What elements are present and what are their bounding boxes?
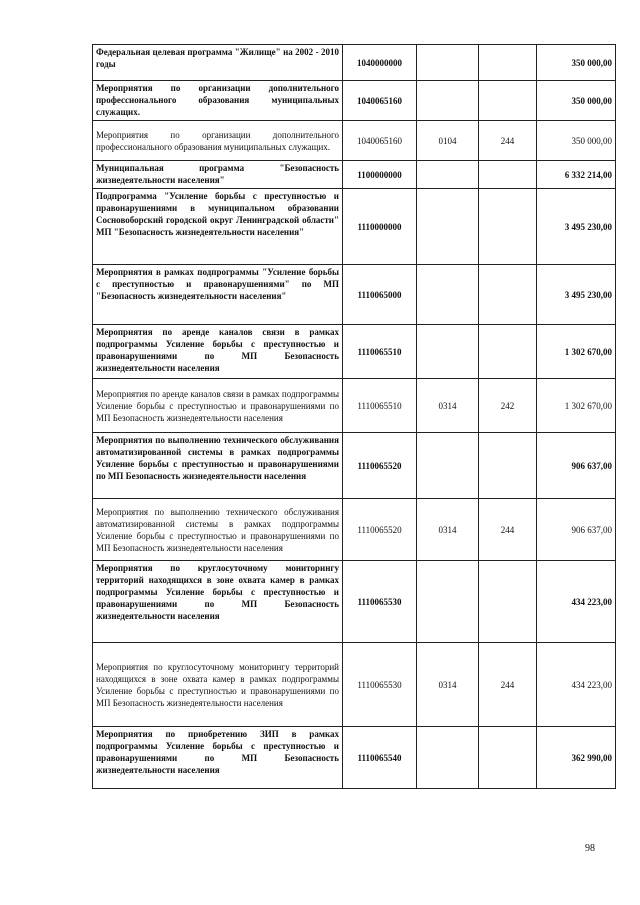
section-code-cell (417, 189, 479, 265)
section-code-cell (417, 161, 479, 189)
program-name-cell: Мероприятия по организации дополнительного профессионального образования муниципальных служащих. (93, 121, 343, 161)
table-row (93, 379, 616, 433)
expense-type-cell (479, 727, 537, 789)
section-code-cell: 0314 (417, 379, 479, 433)
amount-cell: 350 000,00 (537, 121, 616, 161)
program-name-cell: Федеральная целевая программа "Жилище" на 2002 - 2010 годы (93, 45, 343, 81)
table-row (93, 499, 616, 561)
expense-type-cell: 242 (479, 379, 537, 433)
amount-cell: 1 302 670,00 (537, 379, 616, 433)
table-row (93, 265, 616, 325)
expense-type-cell (479, 433, 537, 499)
amount-cell: 906 637,00 (537, 499, 616, 561)
expense-type-cell (479, 561, 537, 643)
table-row (93, 433, 616, 499)
target-code-cell: 1110065510 (343, 379, 417, 433)
program-name-cell: Мероприятия по аренде каналов связи в рамках подпрограммы Усиление борьбы с преступностью и правонарушениями по МП Безопасность жизнедеятельности населения (93, 325, 343, 379)
amount-cell: 362 990,00 (537, 727, 616, 789)
section-code-cell (417, 81, 479, 121)
section-code-cell: 0314 (417, 643, 479, 727)
table-row (93, 561, 616, 643)
amount-cell: 350 000,00 (537, 81, 616, 121)
target-code-cell: 1110065530 (343, 643, 417, 727)
target-code-cell: 1110065510 (343, 325, 417, 379)
amount-cell: 434 223,00 (537, 643, 616, 727)
expense-type-cell (479, 161, 537, 189)
expense-type-cell (479, 45, 537, 81)
amount-cell: 1 302 670,00 (537, 325, 616, 379)
table-row (93, 45, 616, 81)
table-row (93, 325, 616, 379)
target-code-cell: 1110065520 (343, 499, 417, 561)
target-code-cell: 1110065540 (343, 727, 417, 789)
target-code-cell: 1100000000 (343, 161, 417, 189)
target-code-cell: 1110000000 (343, 189, 417, 265)
target-code-cell: 1040000000 (343, 45, 417, 81)
program-name-cell: Мероприятия по круглосуточному мониторингу территорий находящихся в зоне охвата камер в рамках подпрограммы Усиление борьбы с преступностью и правонарушениями по МП Безопасность жизнедеятельности населения (93, 643, 343, 727)
page-number: 98 (585, 843, 595, 854)
program-name-cell: Мероприятия по выполнению технического обслуживания автоматизированной системы в рамках подпрограммы Усиление борьбы с преступностью и правонарушениями по МП Безопасность жизнедеятельности населения (93, 433, 343, 499)
target-code-cell: 1110065520 (343, 433, 417, 499)
program-name-cell: Мероприятия по выполнению технического обслуживания автоматизированной системы в рамках подпрограммы Усиление борьбы с преступностью и правонарушениями по МП Безопасность жизнедеятельности населения (93, 499, 343, 561)
section-code-cell (417, 727, 479, 789)
section-code-cell (417, 265, 479, 325)
expense-type-cell (479, 265, 537, 325)
amount-cell: 6 332 214,00 (537, 161, 616, 189)
section-code-cell: 0314 (417, 499, 479, 561)
expense-type-cell (479, 81, 537, 121)
program-name-cell: Подпрограмма "Усиление борьбы с преступностью и правонарушениями в муниципальном образовании Сосновоборский городской округ Ленинградской области" МП "Безопасность жизнедеятельности населения" (93, 189, 343, 265)
amount-cell: 434 223,00 (537, 561, 616, 643)
expense-type-cell: 244 (479, 121, 537, 161)
amount-cell: 906 637,00 (537, 433, 616, 499)
table-row (93, 643, 616, 727)
program-name-cell: Мероприятия в рамках подпрограммы "Усиление борьбы с преступностью и правонарушениями" по МП "Безопасность жизнедеятельности населения" (93, 265, 343, 325)
program-name-cell: Мероприятия по организации дополнительного профессионального образования муниципальных служащих. (93, 81, 343, 121)
expense-type-cell (479, 325, 537, 379)
target-code-cell: 1110065530 (343, 561, 417, 643)
section-code-cell: 0104 (417, 121, 479, 161)
target-code-cell: 1040065160 (343, 81, 417, 121)
target-code-cell: 1110065000 (343, 265, 417, 325)
section-code-cell (417, 433, 479, 499)
program-name-cell: Мероприятия по круглосуточному мониторингу территорий находящихся в зоне охвата камер в рамках подпрограммы Усиление борьбы с преступностью и правонарушениями по МП Безопасность жизнедеятельности населения (93, 561, 343, 643)
expense-type-cell: 244 (479, 499, 537, 561)
amount-cell: 350 000,00 (537, 45, 616, 81)
section-code-cell (417, 45, 479, 81)
budget-table (92, 44, 616, 789)
table-row (93, 161, 616, 189)
table-row (93, 189, 616, 265)
section-code-cell (417, 325, 479, 379)
program-name-cell: Мероприятия по аренде каналов связи в рамках подпрограммы Усиление борьбы с преступностью и правонарушениями по МП Безопасность жизнедеятельности населения (93, 379, 343, 433)
expense-type-cell: 244 (479, 643, 537, 727)
amount-cell: 3 495 230,00 (537, 265, 616, 325)
target-code-cell: 1040065160 (343, 121, 417, 161)
expense-type-cell (479, 189, 537, 265)
program-name-cell: Муниципальная программа "Безопасность жизнедеятельности населения" (93, 161, 343, 189)
section-code-cell (417, 561, 479, 643)
table-row (93, 727, 616, 789)
amount-cell: 3 495 230,00 (537, 189, 616, 265)
table-row (93, 81, 616, 121)
table-row (93, 121, 616, 161)
program-name-cell: Мероприятия по приобретению ЗИП в рамках подпрограммы Усиление борьбы с преступностью и правонарушениями по МП Безопасность жизнедеятельности населения (93, 727, 343, 789)
